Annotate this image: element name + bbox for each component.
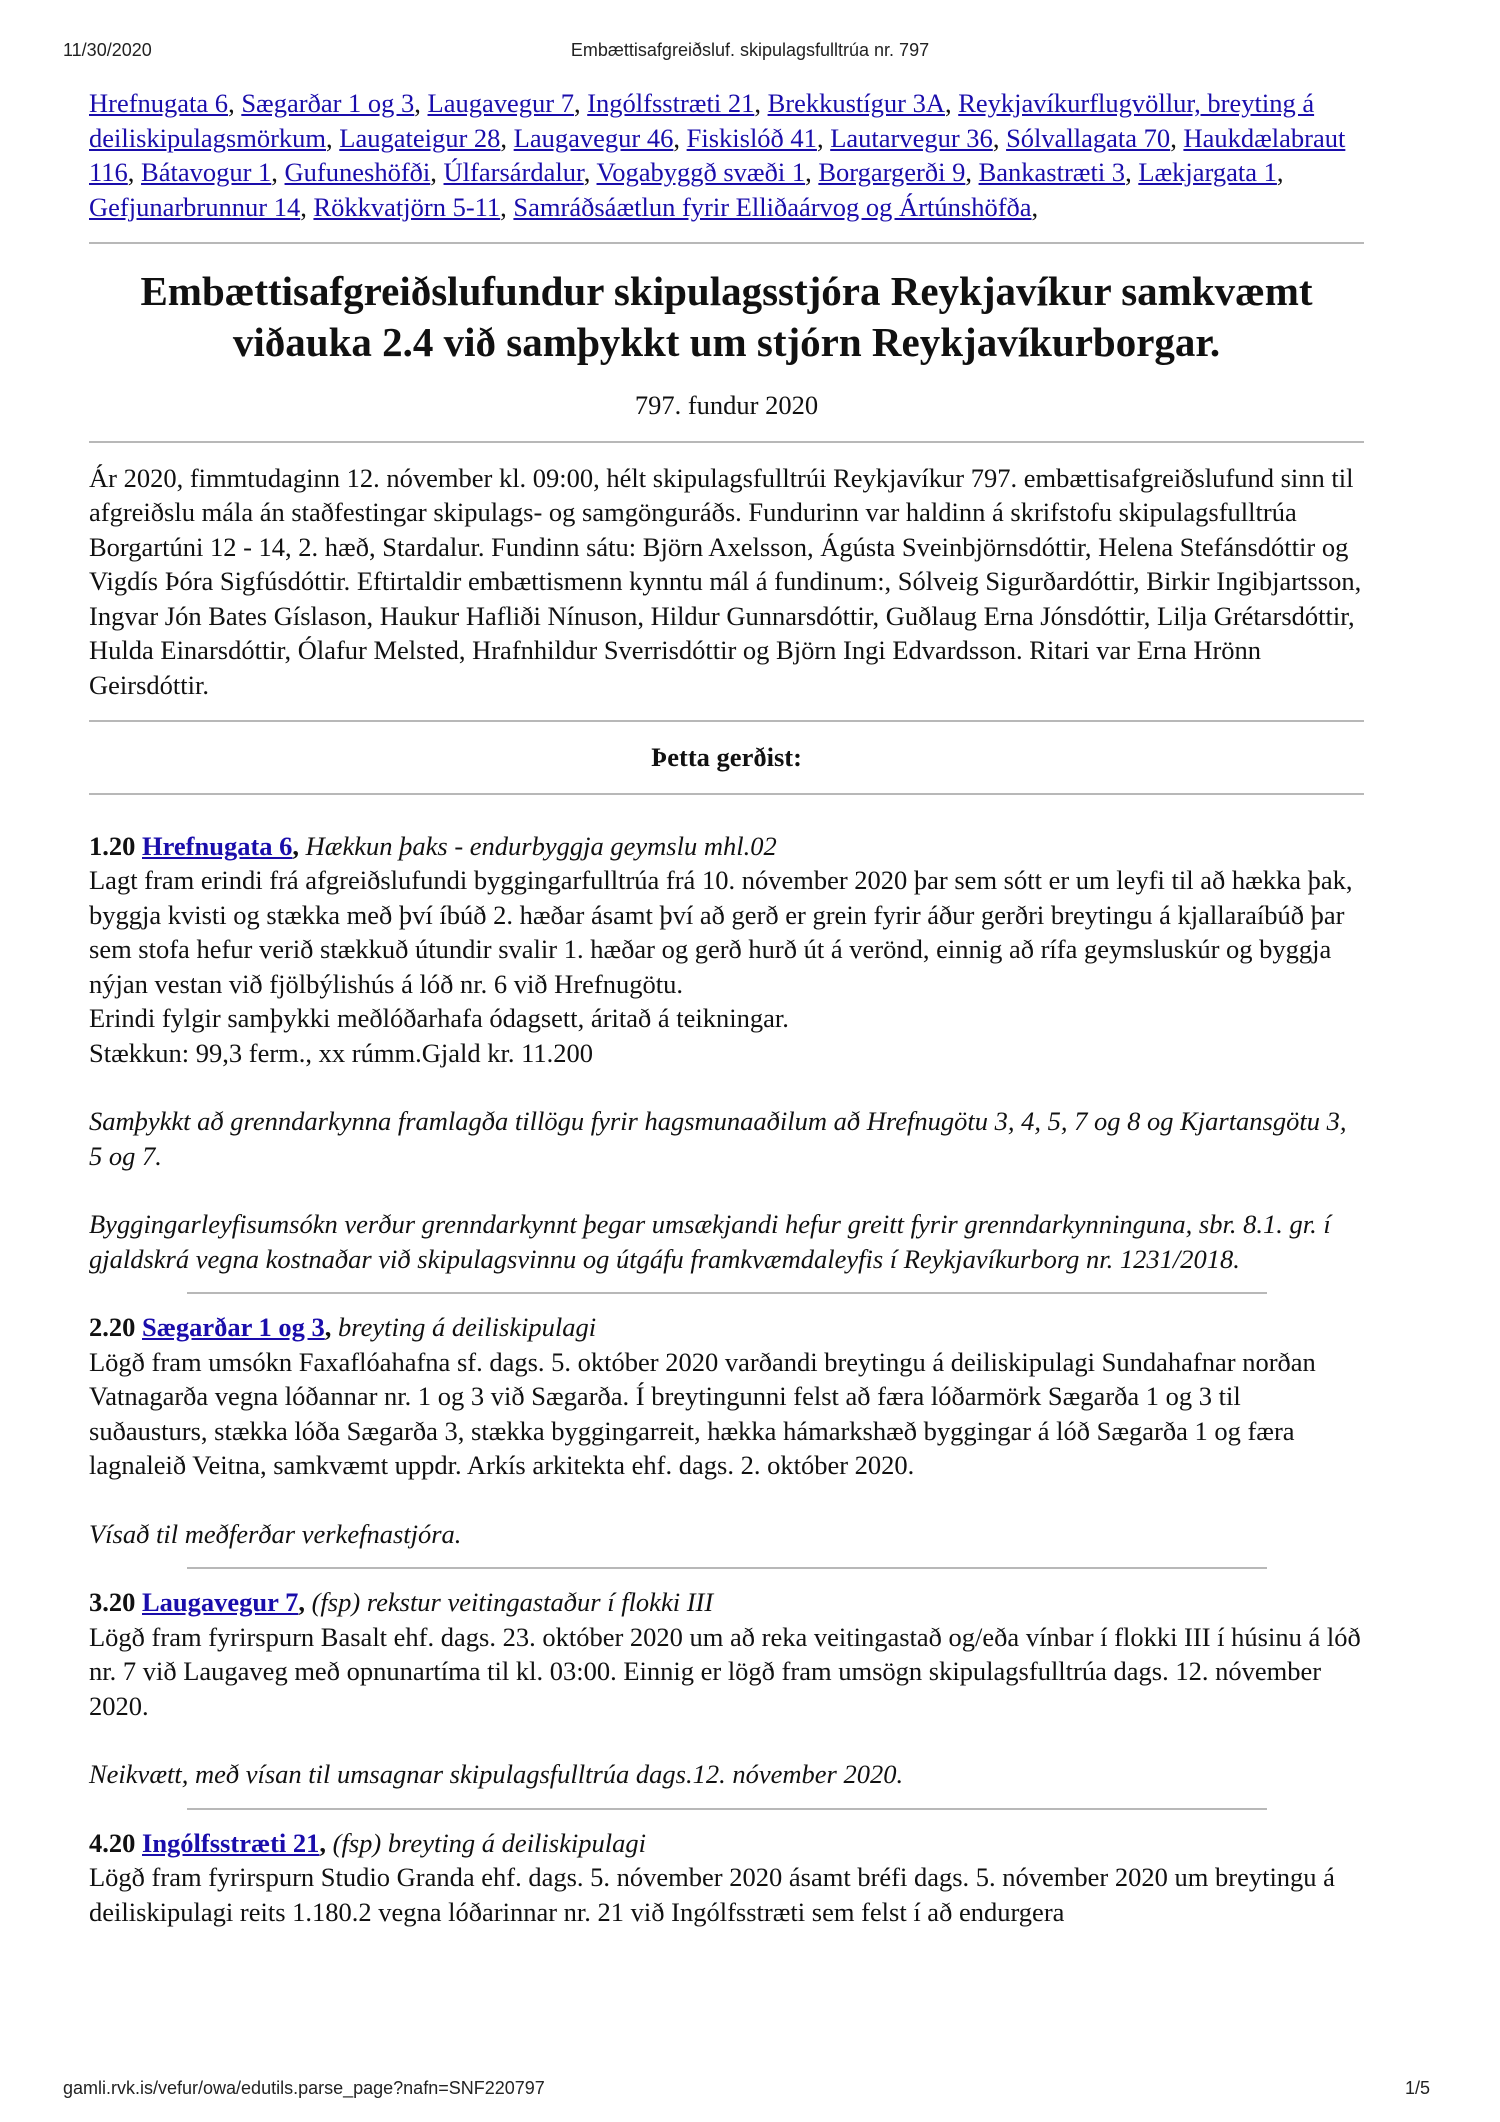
document-content [89,86,1364,1929]
case-heading [89,1826,1364,1861]
comma: , [298,1587,305,1617]
case-link[interactable]: Vogabyggð svæði 1 [596,157,806,187]
case-title-link[interactable]: Ingólfsstræti 21 [142,1827,320,1858]
case-number: 4.20 [89,1827,136,1858]
case-link[interactable]: Laugavegur 7 [427,88,574,118]
case-item [89,1826,1364,1930]
case-link[interactable]: Gufuneshöfði [284,157,431,187]
case-item [89,829,1364,1277]
case-body-paragraph: Erindi fylgir samþykki meðlóðarhafa ódagsett, áritað á teikningar. [89,1003,789,1033]
case-divider [187,1567,1267,1569]
print-date: 11/30/2020 [63,40,152,60]
case-link[interactable]: Gefjunarbrunnur 14 [89,191,301,222]
case-link[interactable]: Borgargerði 9 [818,157,966,187]
case-link-list: Hrefnugata 6, Sægarðar 1 og 3, Laugavegur 7, Ingólfsstræti 21, Brekkustígur 3A, Reykjavíkurflugvöllur, breyting á deiliskipulagsmörkum, Laugateigur 28, Laugavegur 46, Fiskislóð 41, Lautarvegur 36, Sólvallagata 70, Haukdælabraut 116, Bátavogur 1, Gufuneshöfði, Úlfarsárdalur, Vogabyggð svæði 1, Borgargerði 9, Bankastræti 3, Lækjargata 1, Gefjunarbrunnur 14, Rökkvatjörn 5-11, Samráðsáætlun fyrir Elliðaárvog og Ártúnshöfða, [89,88,1346,222]
comma: , [319,1827,327,1858]
source-url: gamli.rvk.is/vefur/owa/edutils.parse_page?nafn=SNF220797 [63,2078,545,2098]
case-decision: Byggingarleyfisumsókn verður grenndarkynnt þegar umsækjandi hefur greitt fyrir grenndarkynninguna, sbr. 8.1. gr. í gjaldskrá vegna kostnaðar við skipulagsvinnu og útgáfu framkvæmdaleyfis í Reykjavíkurborg nr. 1231/2018. [89,1209,1331,1274]
divider [89,720,1364,722]
case-link[interactable]: Hrefnugata 6 [89,88,229,118]
case-link[interactable]: Haukdælabraut 116 [89,122,1346,187]
case-decision: Neikvætt, með vísan til umsagnar skipulagsfulltrúa dags.12. nóvember 2020. [89,1759,904,1789]
case-title-link[interactable]: Sægarðar 1 og 3 [142,1312,325,1342]
case-heading [89,1585,1364,1620]
section-heading: Þetta gerðist: [651,742,802,772]
case-description: breyting á deiliskipulagi [338,1312,597,1342]
case-number: 3.20 [89,1587,136,1617]
case-number: 1.20 [89,830,136,861]
case-link[interactable]: Bátavogur 1 [141,157,272,187]
print-title: Embættisafgreiðsluf. skipulagsfulltrúa nr. 797 [570,40,930,60]
case-body-paragraph: Lögð fram umsókn Faxaflóahafna sf. dags. 5. október 2020 varðandi breytingu á deiliskipulagi Sundahafnar norðan Vatnagarða vegna lóðannar nr. 1 og 3 við Sægarða. Í breytingunni felst að færa lóðarmörk Sægarða 1 og 3 til suðausturs, stækka lóða Sægarða 3, stækka byggingarreit, hækka hámarkshæð byggingar á lóð Sægarða 1 og færa lagnaleið Veitna, samkvæmt uppdr. Arkís arkitekta ehf. dags. 2. október 2020. [89,1346,1316,1480]
case-link[interactable]: Samráðsáætlun fyrir Elliðaárvog og Ártúnshöfða [513,191,1032,222]
case-item [89,1310,1364,1551]
case-body-paragraph: Lögð fram fyrirspurn Studio Granda ehf. dags. 5. nóvember 2020 ásamt bréfi dags. 5. nóvember 2020 um breytingu á deiliskipulagi reits 1.180.2 vegna lóðarinnar nr. 21 við Ingólfsstræti sem felst í að endurgera [89,1862,1335,1927]
case-link[interactable]: Fiskislóð 41 [686,122,817,153]
case-description: Hækkun þaks - endurbyggja geymslu mhl.02 [305,830,777,861]
case-link[interactable]: Lækjargata 1 [1138,157,1277,187]
case-number: 2.20 [89,1312,136,1342]
meeting-intro: Ár 2020, fimmtudaginn 12. nóvember kl. 09:00, hélt skipulagsfulltrúi Reykjavíkur 797. embættisafgreiðslufund sinn til afgreiðslu mála án staðfestingar skipulags- og samgönguráðs. Fundurinn var haldinn á skrifstofu skipulagsfulltrúa Borgartúni 12 - 14, 2. hæð, Stardalur. Fundinn sátu: Björn Axelsson, Ágústa Sveinbjörnsdóttir, Helena Stefánsdóttir og Vigdís Þóra Sigfúsdóttir. Eftirtaldir embættismenn kynntu mál á fundinum:, Sólveig Sigurðardóttir, Birkir Ingibjartsson, Ingvar Jón Bates Gíslason, Haukur Hafliði Nínuson, Hildur Gunnarsdóttir, Guðlaug Erna Jónsdóttir, Lilja Grétarsdóttir, Hulda Einarsdóttir, Ólafur Melsted, Hrafnhildur Sverrisdóttir og Björn Ingi Edvardsson. Ritari var Erna Hrönn Geirsdóttir. [89,462,1362,700]
case-item [89,1585,1364,1792]
case-description: (fsp) rekstur veitingastaður í flokki III [311,1587,714,1617]
print-header [0,40,1500,64]
case-list [89,829,1364,1930]
comma: , [292,830,300,861]
case-link[interactable]: Rökkvatjörn 5-11 [313,191,501,222]
case-link[interactable]: Reykjavíkurflugvöllur, breyting á deiliskipulagsmörkum [89,88,1315,153]
case-body-paragraph: Lagt fram erindi frá afgreiðslufundi byggingarfulltrúa frá 10. nóvember 2020 þar sem sótt er um leyfi til að hækka þak, byggja kvisti og stækka með því íbúð 2. hæðar ásamt því að gerð er grein fyrir áður gerðri breytingu á kjallaraíbúð þar sem stofa hefur verið stækkuð útundir svalir 1. hæðar og gerð hurð út á verönd, einnig að rífa geymsluskúr og byggja nýjan vestan við fjölbýlishús á lóð nr. 6 við Hrefnugötu. [89,865,1353,999]
case-divider [187,1292,1267,1294]
case-link[interactable]: Lautarvegur 36 [830,122,993,153]
case-link[interactable]: Ingólfsstræti 21 [587,88,755,118]
case-link[interactable]: Laugavegur 46 [513,122,674,153]
page-number: 1/5 [1404,2078,1430,2098]
case-title-link[interactable]: Laugavegur 7 [142,1587,299,1617]
case-body-paragraph: Lögð fram fyrirspurn Basalt ehf. dags. 23. október 2020 um að reka veitingastað og/eða vínbar í flokki III í húsinu á lóð nr. 7 við Laugaveg með opnunartíma til kl. 03:00. Einnig er lögð fram umsögn skipulagsfulltrúa dags. 12. nóvember 2020. [89,1621,1361,1721]
meeting-number: 797. fundur 2020 [634,390,819,420]
case-link[interactable]: Bankastræti 3 [978,157,1126,187]
case-link[interactable]: Úlfarsárdalur [443,157,584,187]
print-footer [0,2078,1500,2102]
case-decision: Samþykkt að grenndarkynna framlagða tillögu fyrir hagsmunaaðilum að Hrefnugötu 3, 4, 5, 7 og 8 og Kjartansgötu 3, 5 og 7. [89,1106,1347,1171]
case-decision: Vísað til meðferðar verkefnastjóra. [89,1518,462,1549]
case-link[interactable]: Brekkustígur 3A [767,88,945,118]
case-link[interactable]: Laugateigur 28 [339,122,501,153]
case-heading [89,1310,1364,1345]
divider [89,441,1364,443]
case-title-link[interactable]: Hrefnugata 6 [142,830,293,861]
comma: , [324,1312,332,1342]
page-title: Embættisafgreiðslufundur skipulagsstjóra Reykjavíkur samkvæmt viðauka 2.4 við samþykkt um stjórn Reykjavíkurborgar. [140,268,1313,365]
case-link[interactable]: Sægarðar 1 og 3 [241,88,415,118]
case-description: (fsp) breyting á deiliskipulagi [332,1827,646,1858]
divider [89,242,1364,244]
case-divider [187,1808,1267,1810]
case-heading [89,829,1364,864]
case-body-paragraph: Stækkun: 99,3 ferm., xx rúmm.Gjald kr. 11.200 [89,1037,593,1068]
divider [89,793,1364,795]
case-link[interactable]: Sólvallagata 70 [1006,122,1171,153]
